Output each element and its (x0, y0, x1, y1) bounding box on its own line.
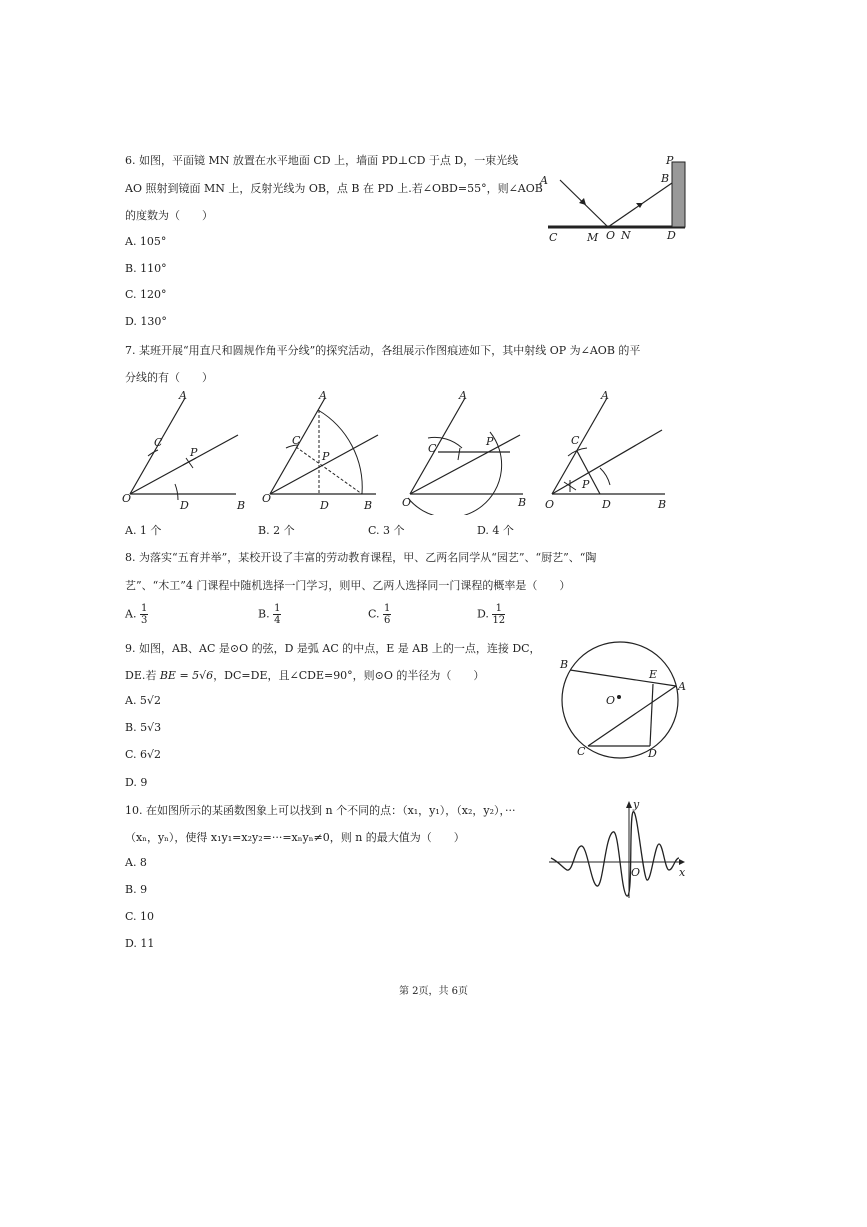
q8-line1: 8. 为落实“五育并举”，某校开设了丰富的劳动教育课程，甲、乙两名同学从“园艺”、“厨艺”、“陶 (125, 551, 597, 564)
label-o: O (606, 694, 616, 707)
label-a: A (678, 680, 686, 693)
page-footer: 第 2页，共 6页 (398, 986, 469, 997)
fig1-label-a: A (179, 390, 187, 402)
q10-function-graph (545, 798, 695, 903)
q6-line2: AO 照射到镜面 MN 上，反射光线为 OB，点 B 在 PD 上.若∠OBD=55°，则∠AOB (125, 182, 543, 195)
q10-line1: 10. 在如图所示的某函数图象上可以找到 n 个不同的点：（x₁，y₁），（x₂，y₂），··· (125, 804, 516, 817)
q10-option-b: B. 9 (125, 883, 148, 896)
fig2-label-p: P (322, 450, 330, 463)
q7-option-d: D. 4 个 (477, 524, 514, 537)
label-c: C (577, 745, 586, 758)
fig2-label-o: O (262, 492, 272, 505)
q8-option-b: B. $\frac{1}{4}$ (258, 603, 281, 626)
q9-option-d: D. 9 (125, 776, 148, 789)
label-b: B (560, 658, 569, 671)
chord-ac (588, 686, 676, 746)
fig1-label-p: P (190, 446, 198, 459)
label-e: E (649, 668, 658, 681)
label-d: D (667, 229, 676, 242)
q8-option-d: D. $\frac{1}{12}$ (477, 603, 506, 626)
fig1-label-b: B (237, 499, 246, 512)
q7-option-c: C. 3 个 (368, 524, 405, 537)
fig3-label-o: O (402, 496, 412, 509)
label-p: P (666, 154, 674, 167)
q8-line2: 艺”、“木工”4 门课程中随机选择一门学习，则甲、乙两人选择同一门课程的概率是（ ） (125, 579, 571, 592)
fig2-label-d: D (320, 499, 329, 512)
q8-option-a: A. $\frac{1}{3}$ (125, 603, 148, 626)
fig1-label-c: C (154, 436, 163, 449)
q7-option-a: A. 1 个 (125, 524, 162, 537)
label-o: O (631, 866, 641, 879)
fig2-label-b: B (364, 499, 373, 512)
q7-line2: 分线的有（ ） (125, 371, 213, 384)
fig2-label-a: A (319, 390, 327, 402)
q8-option-c: C. $\frac{1}{6}$ (368, 603, 391, 626)
q10-option-a: A. 8 (125, 856, 147, 869)
function-curve (551, 812, 679, 896)
wall (672, 162, 685, 227)
fig4-label-p: P (582, 478, 590, 491)
fig4-label-c: C (571, 434, 580, 447)
fig4-label-b: B (658, 498, 667, 511)
q7-line1: 7. 某班开展“用直尺和圆规作角平分线”的探究活动，各组展示作图痕迹如下，其中射线 OP 为∠AOB 的平 (125, 344, 641, 357)
fig3-label-a: A (459, 390, 467, 402)
fig3-label-p: P (486, 435, 494, 448)
fig4-label-d: D (602, 498, 611, 511)
q6-option-b: B. 110° (125, 262, 167, 275)
chord-ab (570, 670, 676, 686)
center-o (617, 695, 621, 699)
q6-line3: 的度数为（ ） (125, 209, 213, 222)
q7-figure-4 (540, 390, 675, 515)
label-c: C (549, 231, 558, 244)
q9-option-b: B. 5√3 (125, 721, 162, 734)
q9-line1: 9. 如图，AB、AC 是⊙O 的弦，D 是弧 AC 的中点，E 是 AB 上的一点，连接 DC， (125, 642, 541, 655)
fig1-label-d: D (180, 499, 189, 512)
q6-option-a: A. 105° (125, 235, 167, 248)
q7-figure-3 (398, 390, 533, 515)
q9-line2: DE.若 BE = 5√6，DC=DE，且∠CDE=90°，则⊙O 的半径为（ ） (125, 669, 485, 682)
q7-figure-1 (118, 390, 248, 515)
fig4-label-o: O (545, 498, 555, 511)
q10-option-d: D. 11 (125, 937, 155, 950)
label-n: N (621, 229, 631, 242)
q6-mirror-figure (530, 150, 700, 250)
segment-de (650, 684, 653, 746)
label-b: B (661, 172, 670, 185)
q9-option-a: A. 5√2 (125, 694, 161, 707)
fig4-label-a: A (601, 390, 609, 402)
circle-o (562, 642, 678, 758)
label-a: A (540, 174, 548, 187)
q7-option-b: B. 2 个 (258, 524, 295, 537)
fig3-label-b: B (518, 496, 527, 509)
label-y: y (633, 798, 640, 811)
q10-option-c: C. 10 (125, 910, 155, 923)
label-m: M (587, 231, 599, 244)
q6-option-c: C. 120° (125, 288, 167, 301)
q7-figure-2 (258, 390, 388, 515)
q10-line2: （xₙ，yₙ），使得 x₁y₁=x₂y₂=···=xₙyₙ≠0，则 n 的最大值为（ ） (125, 831, 465, 844)
q6-line1: 6. 如图，平面镜 MN 放置在水平地面 CD 上，墙面 PD⊥CD 于点 D，一束光线 (125, 154, 519, 167)
fig3-label-c: C (428, 442, 437, 455)
q9-option-c: C. 6√2 (125, 748, 162, 761)
q9-circle-figure (548, 640, 698, 770)
label-x: x (679, 866, 686, 879)
label-o: O (606, 229, 616, 242)
q6-option-d: D. 130° (125, 315, 167, 328)
fig1-label-o: O (122, 492, 132, 505)
label-d: D (648, 747, 657, 760)
fig2-label-c: C (292, 434, 301, 447)
